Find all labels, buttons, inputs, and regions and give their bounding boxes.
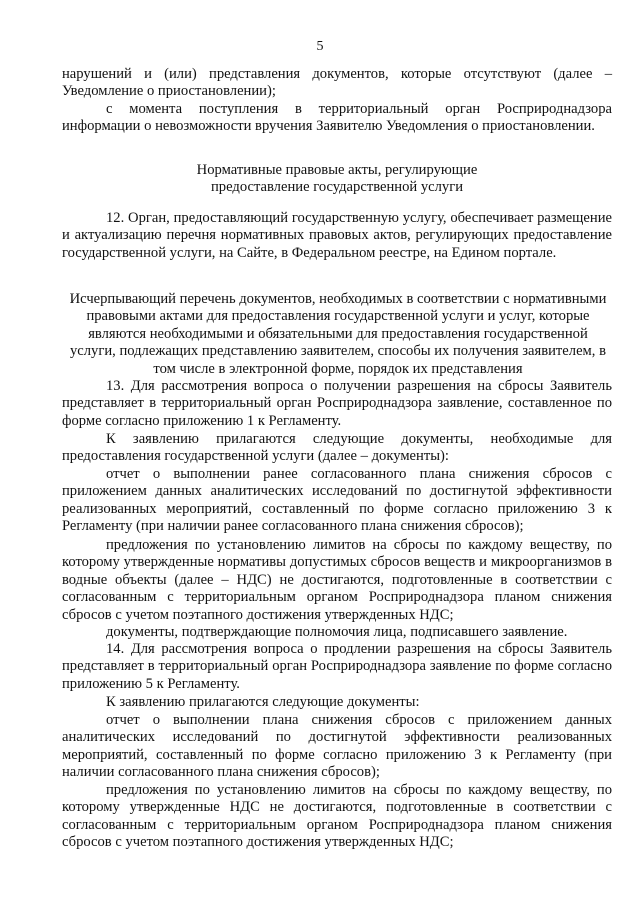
page-number: 5 xyxy=(316,39,324,54)
paragraph-12: 12. Орган, предоставляющий государственную услугу, обеспечивает размещение и актуализацию перечня нормативных правовых актов, регулирующих предоставление государственной услуги, на Сайте, в Федеральном реестре, на Едином портале. xyxy=(62,210,612,261)
paragraph-1: нарушений и (или) представления документов, которые отсутствуют (далее – Уведомление о приостановлении); xyxy=(62,66,612,100)
paragraph-2: с момента поступления в территориальный орган Росприроднадзора информации о невозможности вручения Заявителю Уведомления о приостановлении. xyxy=(62,101,612,135)
section-heading-legal-acts: Нормативные правовые акты, регулирующие предоставление государственной услуги xyxy=(196,162,478,196)
paragraph-attachments-intro-2: К заявлению прилагаются следующие документы: xyxy=(106,694,420,710)
paragraph-proposals: предложения по установлению лимитов на сбросы по каждому веществу, по которому утвержденные нормативы допустимых сбросов веществ и микроорганизмов в водные объекты (далее – НДС) не достигаются, подготовленные в соответствии с согласованным с территориальным органом Росприроднадзора планом снижения сбросов с учетом поэтапного достижения утвержденных НДС; xyxy=(62,537,612,623)
section-heading-documents: Исчерпывающий перечень документов, необходимых в соответствии с нормативными правовыми актами для предоставления государственной услуги и услуг, которые являются необходимыми и обязательными для предоставления государственной услуги, подлежащих представлению заявителем, способы их получения заявителем, в том числе в электронной форме, порядок их представления xyxy=(69,291,607,377)
paragraph-14: 14. Для рассмотрения вопроса о продлении разрешения на сбросы Заявитель представляет в территориальный орган Росприроднадзора заявление по форме согласно приложению 5 к Регламенту. xyxy=(62,641,612,692)
paragraph-report: отчет о выполнении ранее согласованного плана снижения сбросов с приложением данных аналитических исследований по достигнутой эффективности реализованных мероприятий, составленный по форме согласно приложению 3 к Регламенту (при наличии ранее согласованного плана снижения сбросов); xyxy=(62,466,612,535)
paragraph-attachments-intro: К заявлению прилагаются следующие документы, необходимые для предоставления государственной услуги (далее – документы): xyxy=(62,431,612,465)
paragraph-13: 13. Для рассмотрения вопроса о получении разрешения на сбросы Заявитель представляет в территориальный орган Росприроднадзора заявление, составленное по форме согласно приложению 1 к Регламенту. xyxy=(62,378,612,429)
paragraph-authority-docs: документы, подтверждающие полномочия лица, подписавшего заявление. xyxy=(106,624,568,640)
paragraph-proposals-2: предложения по установлению лимитов на сбросы по каждому веществу, по которому утвержденные НДС не достигаются, подготовленные в соответствии с согласованным с территориальным органом Росприроднадзора планом снижения сбросов с учетом поэтапного достижения утвержденных НДС; xyxy=(62,782,612,851)
paragraph-report-2: отчет о выполнении плана снижения сбросов с приложением данных аналитических исследований по достигнутой эффективности реализованных мероприятий, составленный по форме согласно приложению 3 к Регламенту (при наличии согласованного плана снижения сбросов); xyxy=(62,712,612,781)
